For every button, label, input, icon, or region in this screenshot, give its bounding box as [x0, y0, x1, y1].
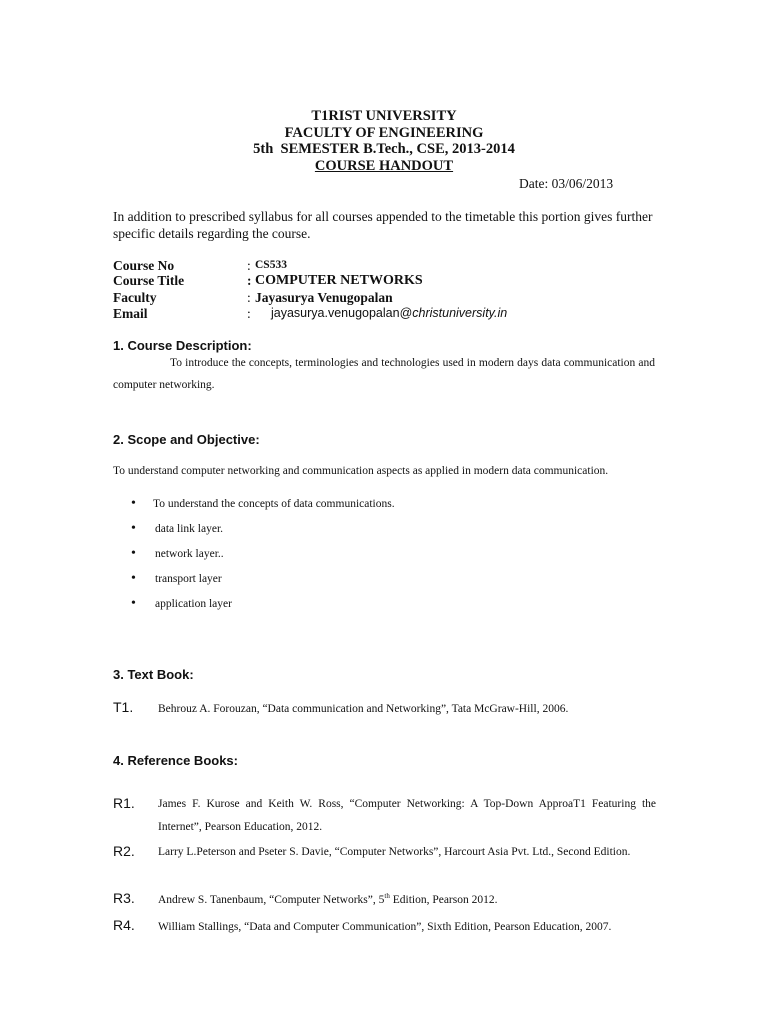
- course-no-label: Course No: [113, 258, 175, 273]
- reference-id: R1.: [113, 795, 135, 811]
- course-no-separator: :: [247, 258, 251, 273]
- text-book-id: T1.: [113, 699, 134, 715]
- bullet-text: data link layer.: [155, 523, 224, 535]
- reference-books-heading: 4. Reference Books:: [113, 753, 238, 768]
- course-title-label: Course Title: [113, 273, 185, 288]
- intro-paragraph: In addition to prescribed syllabus for all courses appended to the timetable this portion gives further specific details regarding the course.: [113, 209, 653, 241]
- email-domain: christuniversity.in: [412, 306, 508, 320]
- reference-text-part: Andrew S. Tanenbaum, “Computer Networks”, 5: [158, 894, 385, 906]
- bullet-icon: •: [131, 496, 136, 511]
- reference-text: William Stallings, “Data and Computer Communication”, Sixth Edition, Pearson Education, 2007.: [158, 921, 612, 933]
- university-name: T1RIST UNIVERSITY: [311, 108, 457, 124]
- document-title: COURSE HANDOUT: [314, 157, 454, 174]
- course-title-value: COMPUTER NETWORKS: [255, 273, 423, 288]
- bullet-text: application layer: [155, 598, 232, 610]
- faculty-value: Jayasurya Venugopalan: [255, 290, 393, 305]
- course-no-value: CS533: [255, 259, 287, 271]
- reference-text-part: Edition, Pearson 2012.: [389, 894, 498, 906]
- scope-text: To understand computer networking and communication aspects as applied in modern data communication.: [113, 465, 609, 477]
- email-user: jayasurya.venugopalan@: [271, 306, 413, 320]
- bullet-icon: •: [131, 521, 136, 536]
- reference-id: R4.: [113, 917, 135, 933]
- reference-text: James F. Kurose and Keith W. Ross, “Computer Networking: A Top-Down ApproaT1 Featuring the Internet”, Pearson Education, 2012.: [158, 798, 656, 833]
- bullet-icon: •: [131, 546, 136, 561]
- email-value[interactable]: [271, 306, 507, 320]
- email-label: Email: [113, 306, 148, 321]
- course-title-separator: :: [247, 273, 252, 288]
- email-separator: :: [247, 306, 251, 321]
- course-description-text: To introduce the concepts, terminologies and technologies used in modern days data communication and computer networking.: [113, 357, 655, 391]
- bullet-icon: •: [131, 571, 136, 586]
- date-line: Date: 03/06/2013: [519, 176, 614, 191]
- reference-superscript: th: [384, 892, 390, 901]
- reference-text: Larry L.Peterson and Pseter S. Davie, “Computer Networks”, Harcourt Asia Pvt. Ltd., Second Edition.: [158, 846, 631, 858]
- bullet-icon: •: [131, 596, 136, 611]
- reference-id: R3.: [113, 890, 135, 906]
- document-header: [0, 108, 768, 174]
- faculty-name: FACULTY OF ENGINEERING: [284, 124, 484, 141]
- faculty-separator: :: [247, 290, 251, 305]
- semester-line: 5th SEMESTER B.Tech., CSE, 2013-2014: [253, 141, 515, 157]
- bullet-text: transport layer: [155, 573, 222, 585]
- text-book-heading: 3. Text Book:: [113, 667, 194, 682]
- faculty-label: Faculty: [113, 290, 157, 305]
- bullet-text: To understand the concepts of data communications.: [153, 498, 395, 510]
- text-book-text: Behrouz A. Forouzan, “Data communication and Networking”, Tata McGraw-Hill, 2006.: [158, 703, 569, 715]
- course-description-heading: 1. Course Description:: [113, 338, 252, 353]
- reference-id: R2.: [113, 843, 135, 859]
- bullet-text: network layer..: [155, 548, 224, 560]
- scope-heading: 2. Scope and Objective:: [113, 432, 260, 447]
- reference-text: [158, 889, 656, 912]
